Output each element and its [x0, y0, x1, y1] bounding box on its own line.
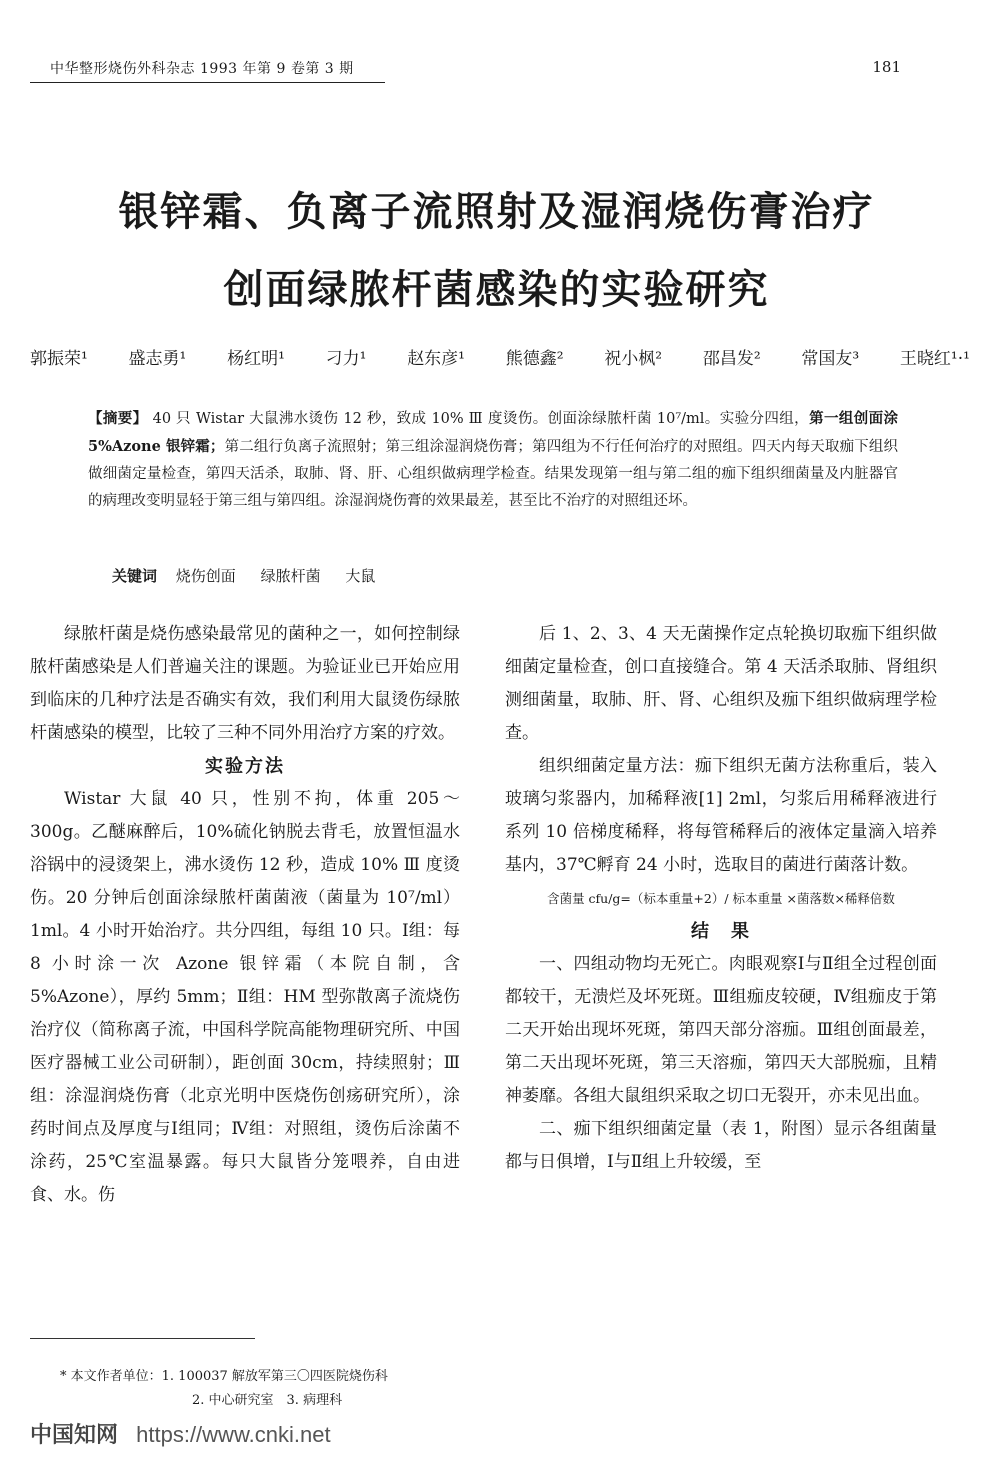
formula: 含菌量 cfu/g=（标本重量+2）/ 标本重量 ×菌落数×稀释倍数	[547, 891, 895, 906]
author-list	[30, 344, 970, 369]
abstract-text-bold: 第一组创面涂 5%Azone 银锌霜；	[88, 410, 899, 455]
abstract-label: 【摘要】	[88, 410, 148, 427]
intro-paragraph: 绿脓杆菌是烧伤感染最常见的菌种之一，如何控制绿脓杆菌感染是人们普遍关注的课题。为验证业已开始应用到临床的几种疗法是否确实有效，我们利用大鼠烫伤绿脓杆菌感染的模型，比较了三种不同外用治疗方案的疗效。	[30, 624, 460, 743]
author: 祝小枫²	[604, 349, 663, 369]
section-heading-methods: 实验方法	[205, 756, 285, 777]
section-heading-results: 结 果	[691, 921, 751, 942]
result-paragraph-1: 一、四组动物均无死亡。肉眼观察Ⅰ与Ⅱ组全过程创面都较干，无溃烂及坏死斑。Ⅲ组痂皮较硬，Ⅳ组痂皮于第二天开始出现坏死斑，第四天部分溶痂。Ⅲ组创面最差，第二天出现坏死斑，第三天溶痂，第四天大部脱痂，且精神萎靡。各组大鼠组织采取之切口无裂开，亦未见出血。	[505, 954, 937, 1106]
author: 熊德鑫²	[505, 349, 564, 369]
keywords	[112, 565, 395, 586]
page-number: 181	[872, 58, 901, 76]
journal-header: 中华整形烧伤外科杂志 1993 年第 9 卷第 3 期	[50, 61, 354, 77]
abstract-text: 40 只 Wistar 大鼠沸水烫伤 12 秒，致成 10% Ⅲ 度烫伤。创面涂绿脓杆菌 10⁷/ml。实验分四组，	[152, 411, 810, 427]
keywords-label: 关键词	[112, 567, 158, 585]
methods-paragraph: Wistar 大鼠 40 只，性别不拘，体重 205～300g。乙醚麻醉后，10%硫化钠脱去背毛，放置恒温水浴锅中的浸烫架上，沸水烫伤 12 秒，造成 10% Ⅲ 度烫伤。20 分钟后创面涂绿脓杆菌菌液（菌量为 10⁷/ml）1ml。4 小时开始治疗。共分四组，每组 10 只。Ⅰ组：每 8 小时涂一次 Azone 银锌霜（本院自制，含 5%Azone），厚约 5mm；Ⅱ组：HM 型弥散离子流烧伤治疗仪（简称离子流，中国科学院高能物理研究所、中国医疗器械工业公司研制），距创面 30cm，持续照射；Ⅲ组：涂湿润烧伤膏（北京光明中医烧伤创疡研究所），涂药时间点及厚度与Ⅰ组同；Ⅳ组：对照组，烫伤后涂菌不涂药，25℃室温暴露。每只大鼠皆分笼喂养，自由进食、水。伤	[30, 789, 460, 1205]
footnote-rule	[30, 1338, 255, 1339]
article-title-line1: 银锌霜、负离子流照射及湿润烧伤膏治疗	[118, 188, 875, 235]
footnote	[60, 1365, 388, 1413]
footnote-line: 2. 中心研究室 3. 病理科	[192, 1393, 343, 1408]
right-column	[505, 618, 937, 1179]
author: 赵东彦¹	[407, 349, 466, 369]
abstract	[88, 405, 898, 515]
abstract-text: 第二组行负离子流照射；第三组涂湿润烧伤膏；第四组为不行任何治疗的对照组。四天内每天取痂下组织做细菌定量检查，第四天活杀，取肺、肾、肝、心组织做病理学检查。结果发现第一组与第二组的痂下组织细菌量及内脏器官的病理改变明显轻于第三组与第四组。涂湿润烧伤膏的效果最差，甚至比不治疗的对照组还坏。	[88, 439, 899, 509]
quantification-paragraph: 组织细菌定量方法：痂下组织无菌方法称重后，装入玻璃匀浆器内，加稀释液[1] 2ml，匀浆后用稀释液进行系列 10 倍梯度稀释，将每管稀释后的液体定量滴入培养基内，37℃孵育 24 小时，选取目的菌进行菌落计数。	[505, 756, 937, 875]
author: 邵昌发²	[702, 349, 761, 369]
author: 常国友³	[801, 349, 860, 369]
keyword: 绿脓杆菌	[260, 567, 321, 585]
keyword: 烧伤创面	[175, 567, 236, 585]
left-column	[30, 618, 460, 1212]
keyword: 大鼠	[345, 567, 376, 585]
author: 盛志勇¹	[128, 349, 187, 369]
article-title-line2: 创面绿脓杆菌感染的实验研究	[223, 266, 770, 313]
cnki-logo: 中国知网	[30, 1422, 119, 1447]
result-paragraph-2: 二、痂下组织细菌定量（表 1，附图）显示各组菌量都与日俱增，Ⅰ与Ⅱ组上升较缓，至	[505, 1119, 937, 1172]
methods-paragraph-cont: 后 1、2、3、4 天无菌操作定点轮换切取痂下组织做细菌定量检查，创口直接缝合。第 4 天活杀取肺、肾组织测细菌量，取肺、肝、肾、心组织及痂下组织做病理学检查。	[505, 624, 937, 743]
author: 王晓红¹·¹	[899, 349, 970, 369]
watermark-url: https://www.cnki.net	[136, 1422, 331, 1447]
cnki-watermark	[30, 1418, 331, 1449]
author: 郭振荣¹	[30, 349, 88, 369]
footnote-line: * 本文作者单位：1. 100037 解放军第三〇四医院烧伤科	[60, 1369, 388, 1384]
author: 杨红明¹	[227, 349, 285, 369]
author: 刁力¹	[325, 349, 367, 369]
header-rule	[30, 82, 385, 83]
